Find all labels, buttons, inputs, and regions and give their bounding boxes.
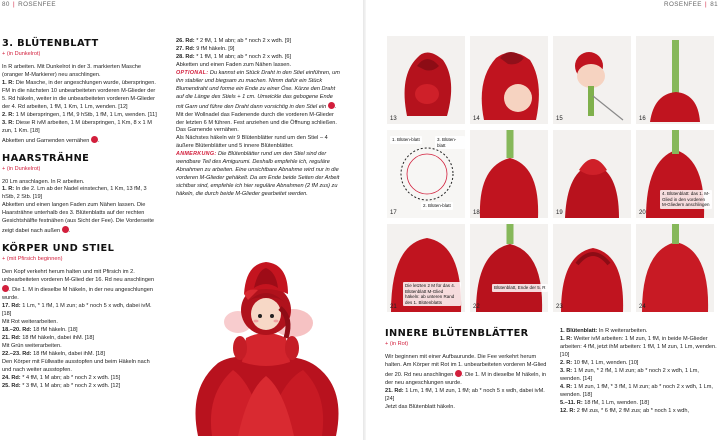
step-marker-icon: [91, 136, 98, 143]
row-instruction: 1. R: Die Masche, in der angeschlungen wurde, überspringen. FM in die nächsten 10 unbearbeiteten vorderen M-Glieder der 5. Rd häkeln, weiter in die unbearbeiteten vorderen M-Glieder der 4. Rd arbeiten, 1 fM, 1 Km, 1 Lm, wenden. [12]: [2, 79, 156, 110]
paragraph: Als Nächstes häkeln wir 9 Blütenblätter rund um den Stiel – 4 äußere Blütenblätter und 5 innere Blütenblätter.: [176, 135, 328, 150]
paragraph: Den Kopf verkehrt herum halten und mit Pfirsich im 2. unbearbeiteten vorderen M-Glied der 16. Rd neu anschlingen . Die 1. M in dieselbe M häkeln, in der neu angeschlungen wurde.: [2, 269, 155, 302]
paragraph: Abketten und Garnenden vernähen .: [2, 137, 100, 144]
step-photo-14: 14: [470, 36, 548, 124]
row-instruction: 26. Rd: * 2 fM, 1 M abn; ab * noch 2 x wdh. [9]: [176, 38, 292, 44]
rose-fairy-doll-image: [178, 258, 352, 438]
paragraph: Mit der Wollnadel das Fadenende durch die vorderen M-Glieder der letzten 6 M führen. Fest anziehen und die Öffnung schließen. Das Garnende vernähen.: [176, 111, 337, 134]
paragraph: Wir beginnen mit einer Aufbaurunde. Die Fee verkehrt herum halten. Am Körper mit Rot im 1. unbearbeiteten vorderen M-Glied der 20. Rd neu anschlingen . Die 1. M in dieselbe M häkeln, in der neu angeschlungen wurde.: [385, 354, 547, 386]
paragraph: In R arbeiten. Mit Dunkelrot in der 3. markierten Masche (oranger M-Markierer) neu anschlingen.: [2, 64, 141, 78]
section-subtitle: + (in Dunkelrot): [2, 51, 41, 57]
row-instruction: 28. Rd: * 1 fM, 1 M abn; ab * noch 2 x wdh. [6]: [176, 53, 292, 60]
photo-annotation: 3. Blüten-blatt: [435, 136, 465, 149]
photo-annotation: 1. Blüten-blatt: [392, 137, 420, 142]
right-running-header: ROSENFEE | 81: [664, 1, 718, 8]
step-photo-16: 16: [636, 36, 714, 124]
row-instruction: 21. Rd: 18 fM häkeln, dabei ihM. [18]: [2, 334, 95, 341]
paragraph: 20 Lm anschlagen. In R arbeiten.: [2, 178, 85, 185]
left-running-title: ROSENFEE: [18, 1, 56, 8]
step-photo-17-diagram: 1. Blüten-blatt 3. Blüten-blatt 2. Blüten-blatt 17: [387, 130, 465, 218]
row-instruction: 24. Rd: * 4 fM, 1 M abn; ab * noch 2 x wdh. [15]: [2, 374, 121, 381]
photo-annotation: 4. Blütenblatt: das 1. M-Glied in den vorderen M-Gliedern anschlingen: [660, 190, 712, 209]
section-heading-blossom-3: 3. BLÜTENBLATT: [2, 38, 99, 49]
photo-annotation: Blütenblatt, Ende der 5. R: [494, 285, 546, 290]
row-instruction: 2. R: 10 fM, 1 Lm, wenden. [10]: [560, 359, 639, 366]
instruction-column-2: [176, 38, 340, 199]
step-photo-20: 4. Blütenblatt: das 1. M-Glied in den vorderen M-Gliedern anschlingen 20: [636, 130, 714, 218]
row-instruction: 1. R: Weiter ivM arbeiten: 1 M zun, 1 fM, in beide M-Glieder arbeiten: 4 fM, jetzt ihM arbeiten: 1 fM, 1 M zun, 1 Lm, wenden. [10]: [560, 335, 717, 358]
row-instruction: 22.–23. Rd: 18 fM häkeln, dabei ihM. [18]: [2, 350, 105, 357]
row-instruction: 1. R: In die 2. Lm ab der Nadel einstechen, 1 Km, 13 fM, 3 hStb, 2 Stb. [19]: [2, 186, 147, 201]
step-photo-18: 18: [470, 130, 548, 218]
photo-annotation: Die letzten 2 M für das 4. Blütenblatt M-Glied häkeln: ab unteren Rand des 1. Blütenblatts: [403, 282, 461, 306]
row-instruction: 17. Rd: 1 Lm, * 1 fM, 1 M zun; ab * noch 5 x wdh, dabei ivM. [18]: [2, 303, 152, 317]
paragraph: Mit Grün weiterarbeiten.: [2, 342, 62, 349]
row-instruction: 18.–20. Rd: 18 fM häkeln. [18]: [2, 326, 78, 333]
step-photo-22: Blütenblatt, Ende der 5. R 22: [470, 224, 548, 312]
row-instruction: 5.–11. R: 18 fM, 1 Lm, wenden. [18]: [560, 399, 649, 406]
right-running-title: ROSENFEE: [664, 1, 702, 8]
step-photo-15: 15: [553, 36, 631, 124]
section-subtitle: + (in Dunkelrot): [2, 165, 41, 172]
paragraph: Abketten und einen langen Faden zum Nähen lassen. Die Haarsträhne unterhalb des 3. Blütenblatts auf der rechten Gesichtshälfte festnähen (aus Sicht der Fee). Die Vorderseite zeigt dabei nach außen .: [2, 202, 155, 235]
remark-note: ANMERKUNG: Die Blütenblätter rund um den Stiel sind der wendbare Teil des Amigurumi. Deshalb empfehle ich, reguläre Abnahmen zu arbeiten. Eine unsichtbare Abnahme wird nur in die vorderen M-Glieder gehäkelt. Da am Ende beide Seiten der Arbeit sichtbar sind, empfehle ich hier reguläre Abnahmen (2 fM zus) zu häkeln, die durch beide M-Glieder gearbeitet werden.: [176, 151, 340, 198]
paragraph: Mit Rot weiterarbeiten.: [2, 318, 58, 325]
section-subtitle: + (in Rot): [385, 341, 409, 347]
paragraph: Abketten und einen Faden zum Nähen lassen.: [176, 61, 292, 68]
row-instruction: 21. Rd: 1 Lm, 1 fM, 1 M zun, 1 fM; ab * noch 5 x wdh, dabei ivM. [24]: [385, 387, 545, 402]
section-heading-hair: HAARSTRÄHNE: [2, 152, 90, 164]
left-page-number: 80: [2, 1, 10, 8]
section-heading-body: KÖRPER UND STIEL: [2, 243, 115, 255]
right-page-number: 81: [710, 1, 718, 8]
instruction-column-3: [385, 328, 549, 412]
row-instruction: 3. R: Diese R ivM arbeiten, 1 M überspringen, 1 Km, 8 x 1 M zun, 1 Km. [18]: [2, 119, 152, 134]
optional-note: OPTIONAL: Du kannst ein Stück Draht in den Stiel einführen, um ihn stabiler und biegsam zu machen. Nimm dafür ein Stück Blumendraht und forme ein Ende zu einer Öse. Kürze den Draht auf die Länge des Stiels + 1 cm. Umwickle das gebogene Ende mit Garn und führe den Draht dann vorsichtig in den Stiel ein .: [176, 69, 340, 110]
step-photo-24: 24: [636, 224, 714, 312]
step-marker-icon: [62, 226, 69, 233]
step-marker-icon: [2, 285, 9, 292]
row-instruction: 2. R: 1 M überspringen, 1 fM, 9 hStb, 1 fM, 1 Lm, wenden. [11]: [2, 111, 157, 118]
row-instruction: 12. R: 2 fM zus, * 6 fM, 2 fM zus; ab * noch 1 x wdh,: [560, 407, 690, 414]
step-photo-19: 19: [553, 130, 631, 218]
step-photo-13: 13: [387, 36, 465, 124]
left-running-header: 80 | ROSENFEE: [2, 1, 56, 8]
row-instruction: 4. R: 1 M zun, 1 fM, * 3 fM, 1 M zun; ab * noch 2 x wdh, 1 Lm, wenden. [18]: [560, 383, 713, 398]
step-marker-icon: [328, 102, 335, 109]
section-subtitle: + (mit Pfirsich beginnen): [2, 256, 63, 263]
paragraph: Den Körper mit Füllwatte ausstopfen und beim Häkeln nach und nach weiter ausstopfen.: [2, 358, 150, 373]
row-instruction: 27. Rd: 9 fM häkeln. [9]: [176, 45, 235, 52]
paragraph: Jetzt das Blütenblatt häkeln.: [385, 403, 455, 410]
instruction-column-4: [560, 328, 718, 415]
subsection-heading: 1. Blütenblatt: In R weiterarbeiten.: [560, 328, 648, 334]
right-page: [366, 0, 720, 440]
section-heading-inner-petals: INNERE BLÜTENBLÄTTER: [385, 328, 529, 339]
row-instruction: 25. Rd: * 3 fM, 1 M abn; ab * noch 2 x wdh. [12]: [2, 382, 121, 389]
step-marker-icon: [455, 370, 462, 377]
step-photo-21: Die letzten 2 M für das 4. Blütenblatt M-Glied häkeln: ab unteren Rand des 1. Blütenblatts 21: [387, 224, 465, 312]
step-photo-23: 23: [553, 224, 631, 312]
photo-annotation: 2. Blüten-blatt: [423, 203, 451, 208]
instruction-column-1: [2, 38, 160, 391]
row-instruction: 3. R: 1 M zun, * 2 fM, 1 M zun; ab * noch 2 x wdh, 1 Lm, wenden. [14]: [560, 367, 699, 382]
